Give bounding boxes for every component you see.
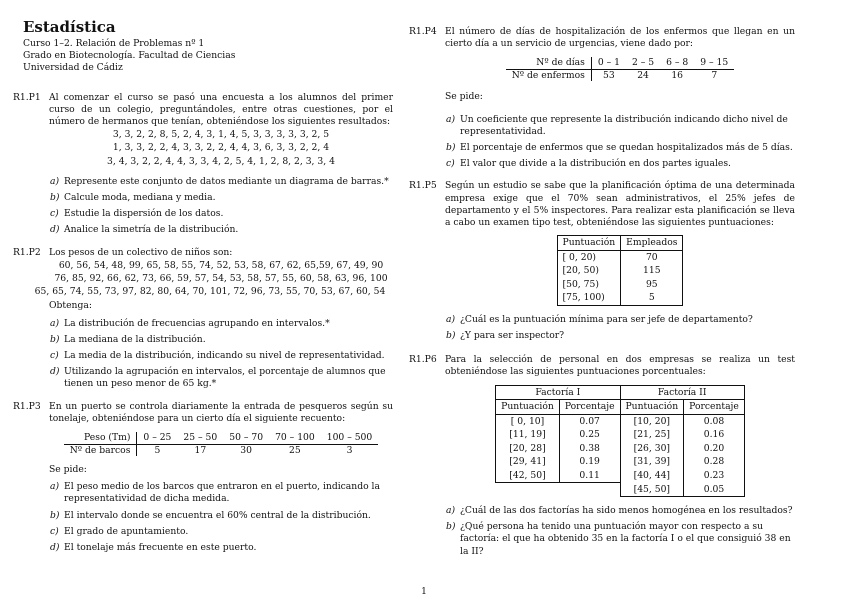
problem-2-data-line-3: 65, 65, 74, 55, 73, 97, 82, 80, 64, 70, 101, 72, 96, 73, 55, 70, 53, 67, 60, 54: [34, 286, 386, 298]
page-number: 1: [421, 587, 427, 597]
course-line: Curso 1–2. Relación de Problemas nº 1: [23, 38, 205, 49]
problem-6-items: [445, 505, 795, 558]
list-item: a) Un coeficiente que represente la distribución indicando dicho nivel de representatividad.: [446, 113, 788, 137]
list-item: d) Analice la simetría de la distribución.: [50, 224, 239, 236]
list-item: a) El peso medio de los barcos que entraron en el puerto, indicando la representatividad de dicha medida.: [50, 481, 380, 505]
problem-6-table: [495, 385, 745, 498]
table-row: [ 0, 20) 70: [557, 250, 683, 264]
problem-1-data-line-3: 3, 4, 3, 2, 2, 4, 4, 3, 3, 4, 2, 5, 4, 1, 2, 8, 2, 3, 3, 4: [107, 155, 335, 167]
table-row: [45, 50] 0.05: [496, 483, 745, 497]
right-column: [409, 26, 795, 562]
degree-line: Grado en Biotecnología. Facultad de Ciencias: [23, 50, 236, 62]
left-column: [13, 18, 393, 558]
table-row: Peso (Tm) 0 – 25 25 – 50 50 – 70 70 – 100 100 – 500: [64, 432, 379, 444]
problem-3-se-pide: Se pide:: [49, 464, 87, 476]
table-row: [50, 75) 95: [557, 278, 683, 292]
table-row: Factoría I Factoría II: [496, 385, 745, 400]
problem-5-table: [557, 235, 684, 306]
problem-2-obtenga: Obtenga:: [49, 300, 92, 312]
table-row: [42, 50] 0.11 [40, 44] 0.23: [496, 469, 745, 483]
problem-1-data-line-2: 1, 3, 3, 2, 2, 4, 3, 3, 2, 2, 4, 4, 3, 6, 3, 3, 2, 2, 4: [112, 142, 330, 154]
table-row: [29, 41] 0.19 [31, 39] 0.28: [496, 455, 745, 469]
problem-6: [409, 354, 795, 558]
list-item: b) ¿Qué persona ha tenido una puntuación mayor con respecto a su factoría: el que ha obtenido 35 en la factoría I o el que consiguió 38 en la II?: [446, 521, 791, 557]
list-item: c) Estudie la dispersión de los datos.: [50, 208, 224, 220]
problem-3-number: R1.P3: [13, 400, 41, 412]
table-row: Puntuación Porcentaje Puntuación Porcentaje: [496, 400, 745, 415]
problem-1-number: R1.P1: [13, 91, 41, 103]
problem-4-number: R1.P4: [409, 26, 437, 37]
list-item: b) El intervalo donde se encuentra el 60% central de la distribución.: [50, 509, 371, 521]
list-item: a) ¿Cuál es la puntuación mínima para ser jefe de departamento?: [446, 313, 753, 325]
list-item: b) La mediana de la distribución.: [50, 333, 206, 345]
problem-5: [409, 180, 795, 342]
problem-2-statement: Los pesos de un colectivo de niños son:: [49, 246, 233, 258]
problem-1-statement: Al comenzar el curso se pasó una encuesta a los alumnos del primer curso de un colegio, preguntándoles, entre otras cuestiones, por el número de hermanos que tenían, obteniéndose los siguientes resultados:: [49, 91, 393, 128]
problem-5-number: R1.P5: [409, 180, 437, 192]
list-item: c) El grado de apuntamiento.: [50, 525, 189, 537]
list-item: c) La media de la distribución, indicando su nivel de representatividad.: [50, 350, 385, 362]
list-item: b) Calcule moda, mediana y media.: [50, 192, 216, 204]
problem-5-statement: Según un estudio se sabe que la planificación óptima de una determinada empresa exige que el 70% sean administrativos, el 25% jefes de departamento y el 5% inspectores. Para realizar esta planificación se lleva a cabo un examen tipo test, obteniéndose las siguientes puntuaciones:: [445, 180, 795, 229]
list-item: b) ¿Y para ser inspector?: [446, 329, 565, 341]
university-line: Universidad de Cádiz: [23, 62, 123, 74]
list-item: a) Represente este conjunto de datos mediante un diagrama de barras.*: [50, 175, 389, 187]
list-item: d) Utilizando la agrupación en intervalos, el porcentaje de alumnos que tienen un peso menor de 65 kg.*: [50, 366, 386, 390]
problem-4: [409, 26, 795, 170]
list-item: b) El porcentaje de enfermos que se quedan hospitalizados más de 5 días.: [446, 142, 793, 154]
problem-2: [13, 247, 393, 391]
problem-3-table: [64, 432, 379, 456]
problem-3-statement: En un puerto se controla diariamente la entrada de pesqueros según su tonelaje, obteniéndose para un cierto día el siguiente recuento:: [49, 400, 393, 424]
problem-4-table: [506, 57, 734, 81]
list-item: d) El tonelaje más frecuente en este puerto.: [50, 542, 257, 554]
problem-3-items: [49, 481, 393, 554]
table-row: Nº de enfermos 53 24 16 7: [506, 69, 734, 81]
problem-2-number: R1.P2: [13, 246, 41, 258]
document-title: Estadística: [23, 18, 116, 36]
list-item: c) El valor que divide a la distribución en dos partes iguales.: [446, 158, 731, 170]
problem-3: [13, 401, 393, 555]
problem-2-items: [49, 318, 393, 391]
table-row: Nº de días 0 – 1 2 – 5 6 – 8 9 – 15: [506, 57, 734, 69]
table-row: Nº de barcos 5 17 30 25 3: [64, 444, 379, 456]
table-row: [11, 19] 0.25 [21, 25] 0.16: [496, 428, 745, 442]
list-item: a) ¿Cuál de las dos factorías ha sido menos homogénea en los resultados?: [446, 505, 793, 517]
table-row: Puntuación Empleados: [557, 236, 683, 251]
problem-4-statement: El número de días de hospitalización de los enfermos que llegan en un cierto día a un servicio de urgencias, viene dado por:: [445, 26, 795, 50]
problem-4-se-pide: Se pide:: [445, 91, 483, 103]
problem-2-data-line-2: 76, 85, 92, 66, 62, 73, 66, 59, 57, 54, 53, 58, 57, 55, 60, 58, 63, 96, 100: [54, 273, 388, 285]
problem-2-data-line-1: 60, 56, 54, 48, 99, 65, 58, 55, 74, 52, 53, 58, 67, 62, 65,59, 67, 49, 90: [58, 259, 384, 271]
problem-1: [13, 92, 393, 237]
problem-4-items: [445, 114, 795, 171]
table-row: [75, 100) 5: [557, 291, 683, 305]
problem-5-items: [445, 314, 795, 342]
problem-1-data-line-1: 3, 3, 2, 2, 8, 5, 2, 4, 3, 1, 4, 5, 3, 3, 3, 3, 3, 2, 5: [112, 129, 330, 141]
problem-6-statement: Para la selección de personal en dos empresas se realiza un test obteniéndose las siguientes puntuaciones porcentuales:: [445, 354, 795, 378]
list-item: a) La distribución de frecuencias agrupando en intervalos.*: [50, 317, 330, 329]
problem-1-items: [49, 176, 393, 237]
problem-6-number: R1.P6: [409, 354, 437, 366]
table-row: [20, 28] 0.38 [26, 30] 0.20: [496, 442, 745, 456]
table-row: [20, 50) 115: [557, 264, 683, 278]
table-row: [ 0, 10] 0.07 [10, 20] 0.08: [496, 414, 745, 428]
